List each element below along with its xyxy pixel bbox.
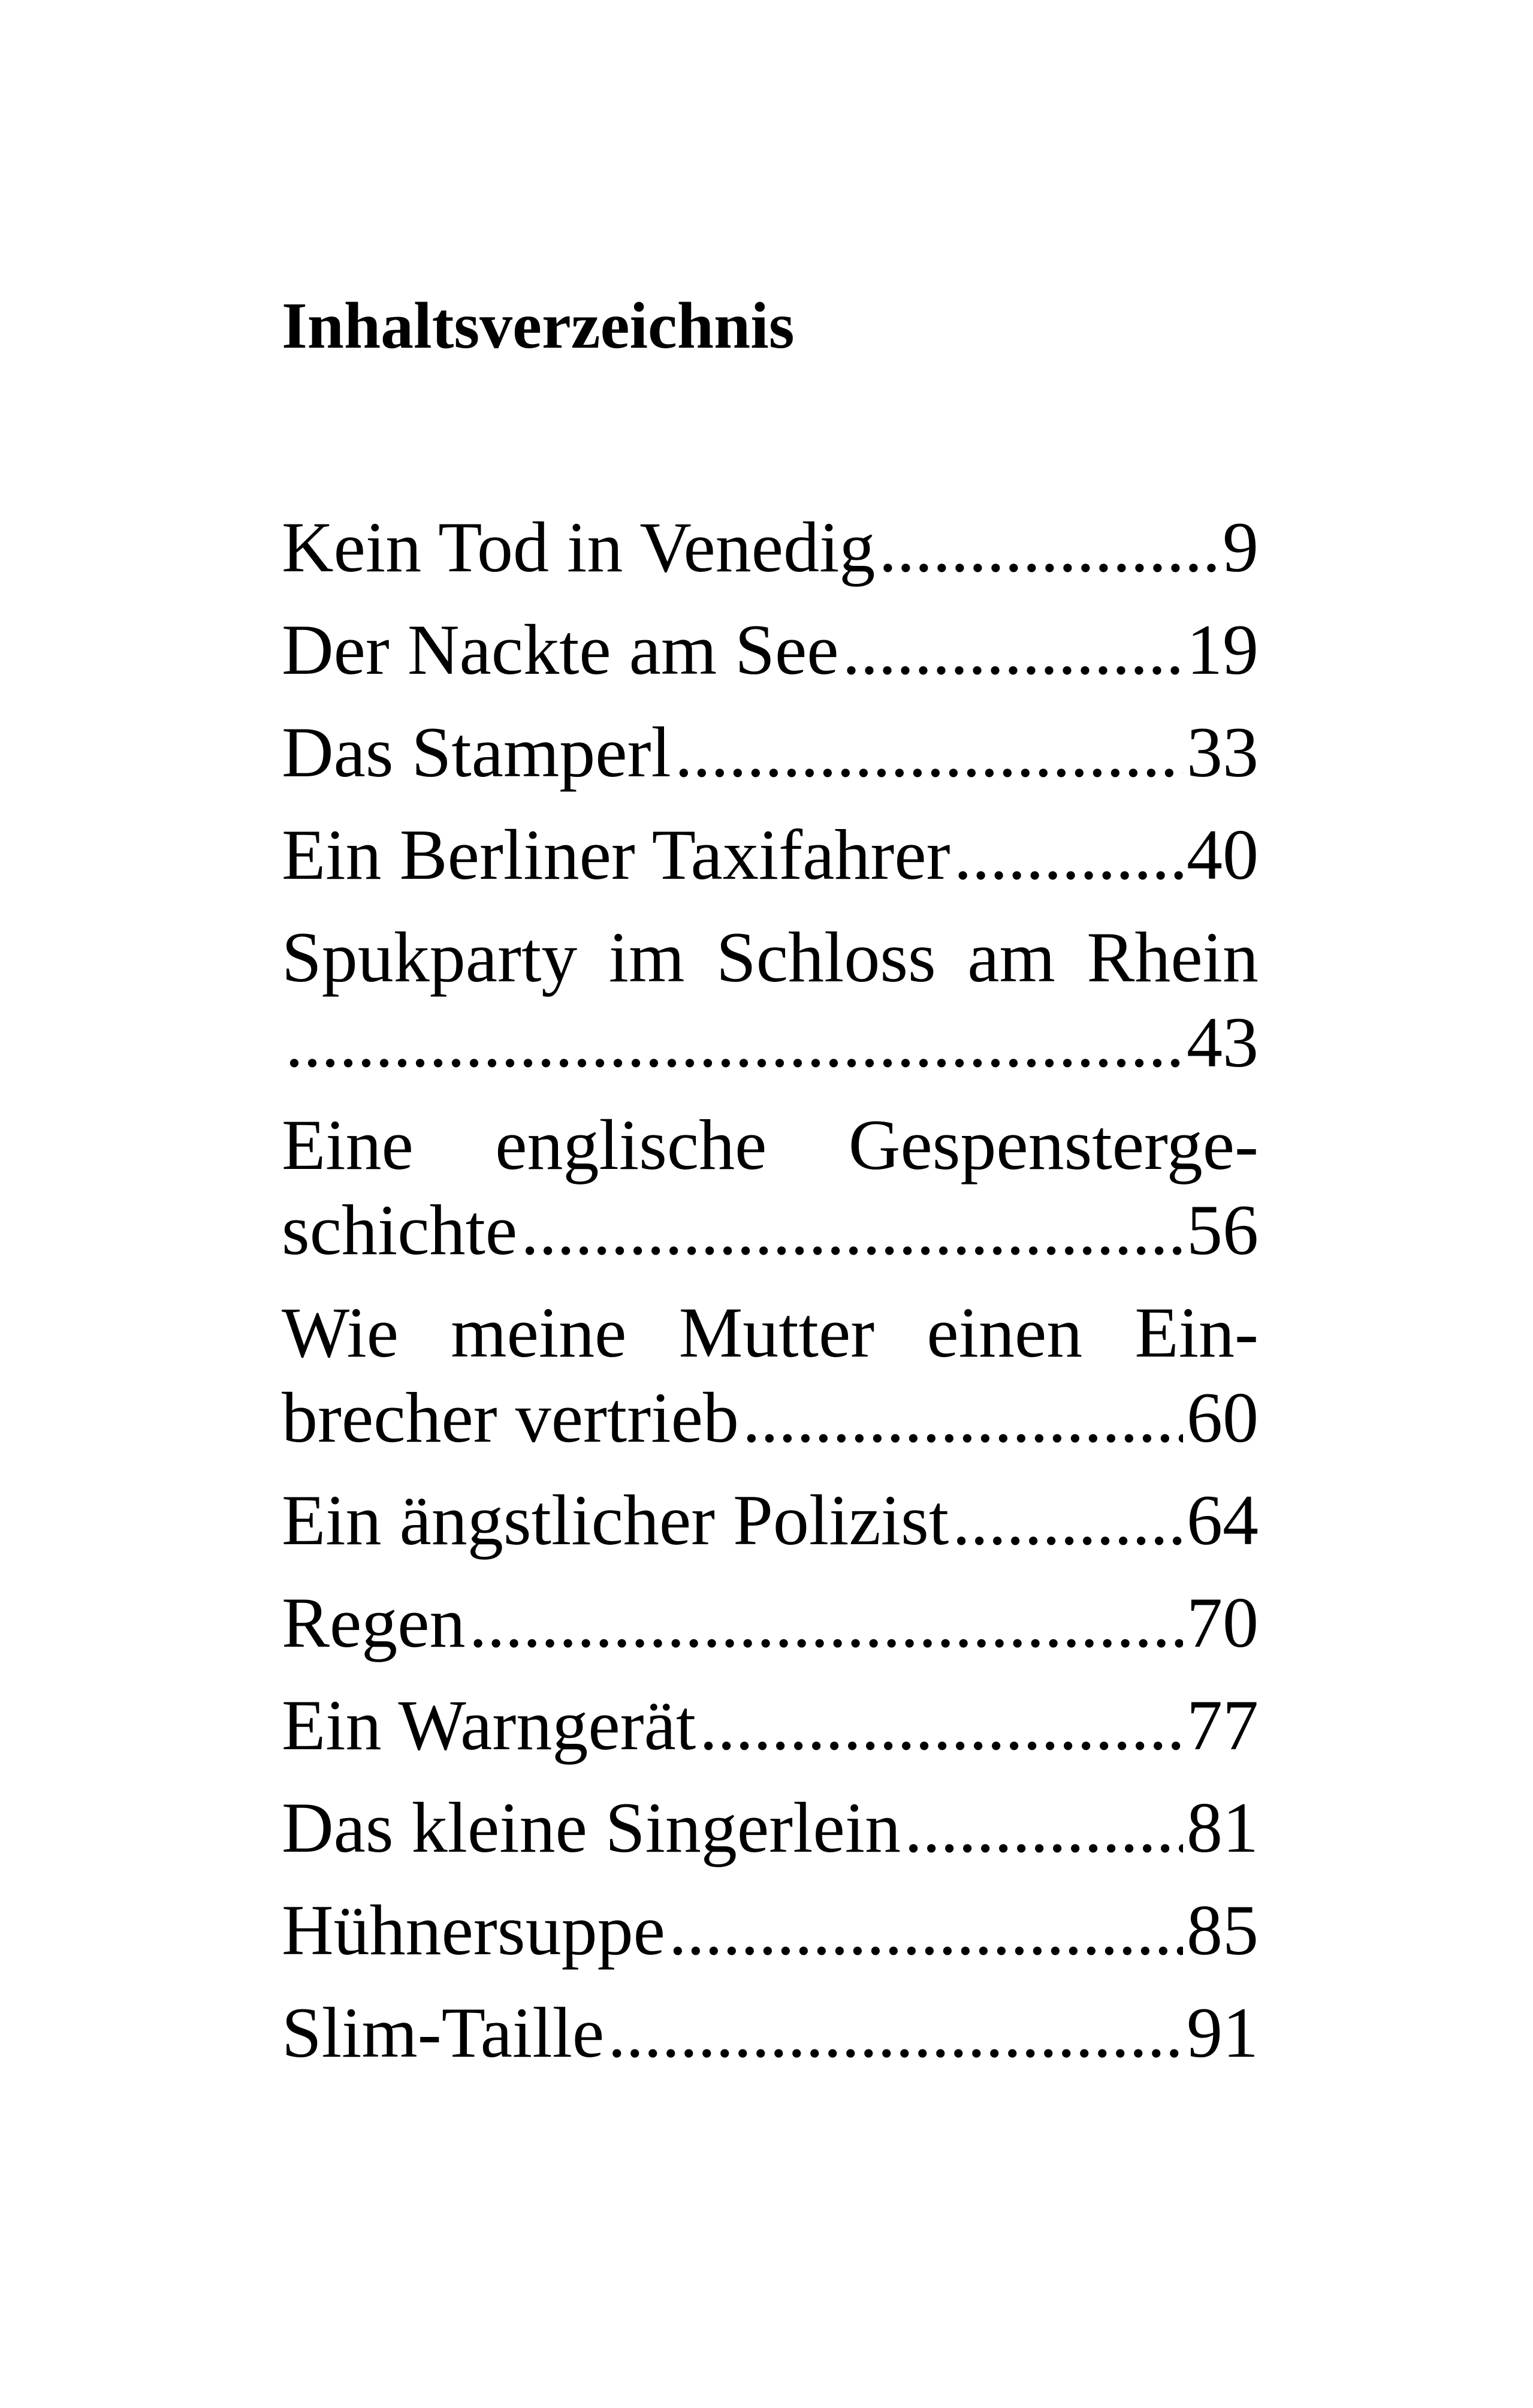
toc-entry-page: 91 — [1187, 1993, 1259, 2072]
toc-entry — [282, 1290, 1259, 1460]
toc-entry-page: 33 — [1187, 712, 1259, 792]
toc-entry — [282, 1785, 1259, 1870]
toc-entry-page: 40 — [1187, 815, 1259, 894]
dot-leader — [879, 505, 1219, 590]
toc-entry-page: 64 — [1187, 1480, 1259, 1560]
toc-entry-title: Eine englische Gespensterge- — [282, 1105, 1259, 1185]
toc-entry-title: Der Nackte am See — [282, 610, 839, 689]
toc-entry — [282, 1888, 1259, 1973]
toc-entry-page: 19 — [1187, 610, 1259, 689]
dot-leader — [904, 1785, 1183, 1870]
toc-entry — [282, 505, 1259, 590]
dot-leader — [521, 1188, 1183, 1273]
toc-entry-title-cont: brecher vertrieb — [282, 1378, 739, 1457]
toc-entry-page: 77 — [1187, 1685, 1259, 1765]
dot-leader — [675, 710, 1183, 795]
toc-entry-title: Ein Berliner Taxifahrer — [282, 815, 950, 894]
toc-entry-title-cont: schichte — [282, 1190, 518, 1270]
toc-entry — [282, 1683, 1259, 1768]
dot-leader — [285, 1000, 1183, 1085]
toc-entry-page: 81 — [1187, 1788, 1259, 1867]
toc-entry-title: Kein Tod in Venedig — [282, 507, 876, 587]
toc-entry — [282, 1580, 1259, 1665]
toc-entry — [282, 1478, 1259, 1563]
dot-leader — [699, 1683, 1183, 1768]
toc-entry-title: Spukparty im Schloss am Rhein — [282, 917, 1259, 997]
dot-leader — [669, 1888, 1183, 1973]
toc-entry-title: Hühnersuppe — [282, 1890, 665, 1970]
dot-leader — [608, 1990, 1183, 2075]
toc-entry-title: Das kleine Singerlein — [282, 1788, 901, 1867]
toc-entry-page: 43 — [1187, 1002, 1259, 1082]
dot-leader — [843, 607, 1183, 692]
toc-entry-title: Slim-Taille — [282, 1993, 605, 2072]
toc-entry — [282, 1990, 1259, 2075]
toc-entry-page: 60 — [1187, 1378, 1259, 1457]
toc-entry-title: Ein ängstlicher Polizist — [282, 1480, 949, 1560]
toc-entry — [282, 1102, 1259, 1273]
page-title: Inhaltsverzeichnis — [282, 289, 795, 362]
toc-entry-page: 70 — [1187, 1583, 1259, 1662]
toc-entry — [282, 710, 1259, 795]
toc-entry-title: Wie meine Mutter einen Ein- — [282, 1292, 1259, 1372]
toc-entry-title: Ein Warngerät — [282, 1685, 696, 1765]
dot-leader — [954, 812, 1183, 897]
toc-entry — [282, 607, 1259, 692]
toc-entry-page: 85 — [1187, 1890, 1259, 1970]
toc-entry-page: 56 — [1187, 1190, 1259, 1270]
dot-leader — [469, 1580, 1183, 1665]
dot-leader — [952, 1478, 1183, 1563]
toc-entry — [282, 812, 1259, 897]
table-of-contents — [282, 505, 1259, 2093]
dot-leader — [743, 1375, 1183, 1460]
toc-entry-page: 9 — [1223, 507, 1259, 587]
toc-entry-title: Regen — [282, 1583, 466, 1662]
toc-entry — [282, 915, 1259, 1085]
toc-entry-title: Das Stamperl — [282, 712, 671, 792]
